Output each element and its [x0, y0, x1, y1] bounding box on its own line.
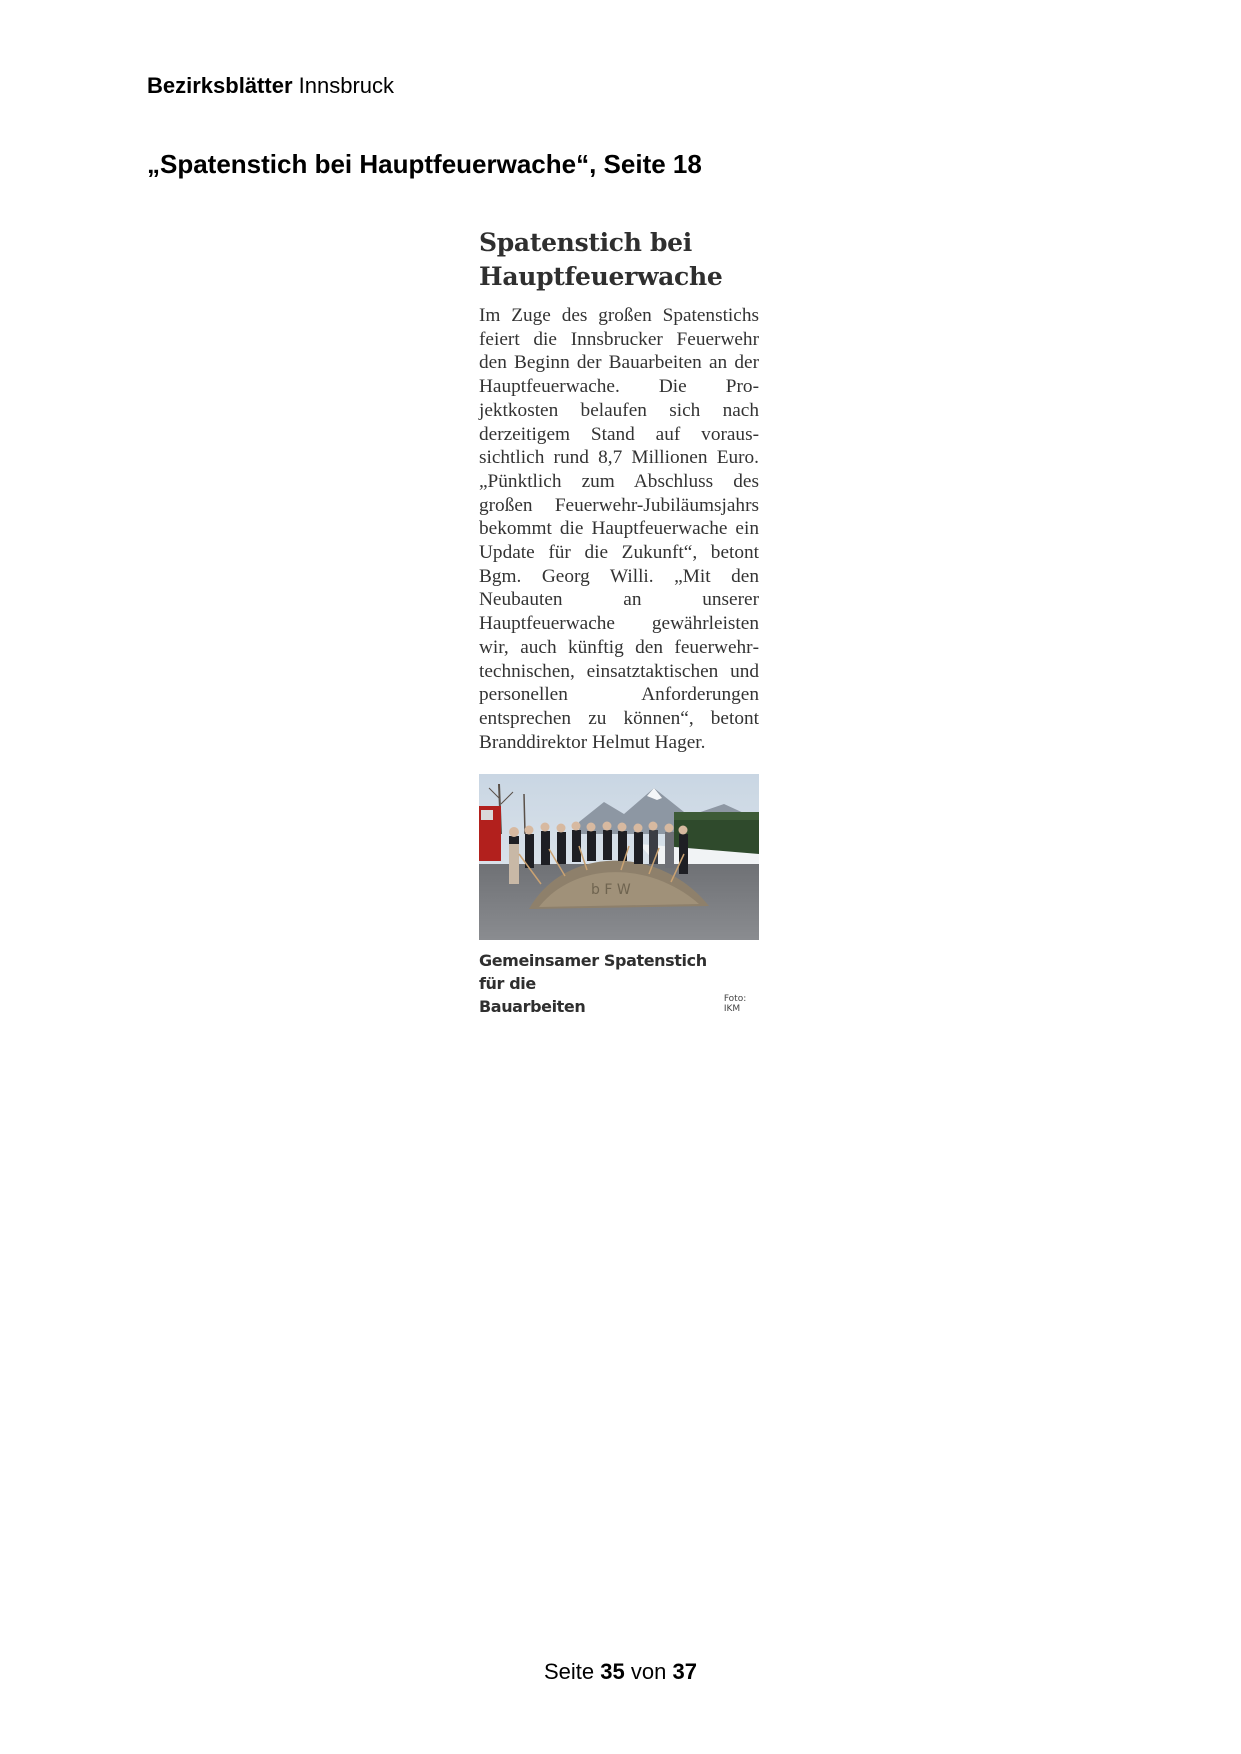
- headline-line-2: Hauptfeuerwache: [479, 262, 723, 291]
- total-pages: 37: [672, 1659, 697, 1684]
- caption-line-1: Gemeinsamer Spatenstich für die: [479, 951, 707, 994]
- newspaper-clipping: [479, 226, 759, 1018]
- article-headline: [479, 226, 759, 294]
- group-photo: [479, 774, 759, 940]
- publication-header: [147, 72, 394, 100]
- page-number-footer: [0, 1658, 1241, 1686]
- footer-middle: von: [630, 1659, 667, 1684]
- publication-name: Bezirksblätter: [147, 73, 293, 98]
- article-body: Im Zuge des großen Spatenstichs feiert die Innsbrucker Feuerwehr den Beginn der Bauarbeiten an der Hauptfeuerwache. Die Projektkosten belaufen sich nach derzeitigem Stand auf voraussichtlich rund 8,7 Millionen Euro. „Pünktlich zum Abschluss des großen Feuerwehr-Jubiläumsjahrs bekommt die Hauptfeuerwache ein Update für die Zukunft“, betont Bgm. Georg Willi. „Mit den Neubauten an unserer Hauptfeuerwache gewährleisten wir, auch künftig den feuerwehrtechnischen, einsatztaktischen und personellen Anforderungen entsprechen zu können“, betont Branddirektor Helmut Hager.: [479, 305, 759, 753]
- headline-line-1: Spatenstich bei: [479, 228, 692, 257]
- caption-line-2: Bauarbeiten: [479, 997, 586, 1017]
- current-page: 35: [600, 1659, 625, 1684]
- publication-region: Innsbruck: [298, 73, 395, 98]
- photo-caption: [479, 949, 724, 1018]
- document-title: „Spatenstich bei Hauptfeuerwache“, Seite 18: [147, 149, 702, 179]
- photo-credit: Foto: IKM: [723, 994, 747, 1015]
- footer-prefix: Seite: [544, 1659, 595, 1684]
- caption-row: [479, 949, 759, 1018]
- svg-text:b F W: b F W: [591, 882, 631, 899]
